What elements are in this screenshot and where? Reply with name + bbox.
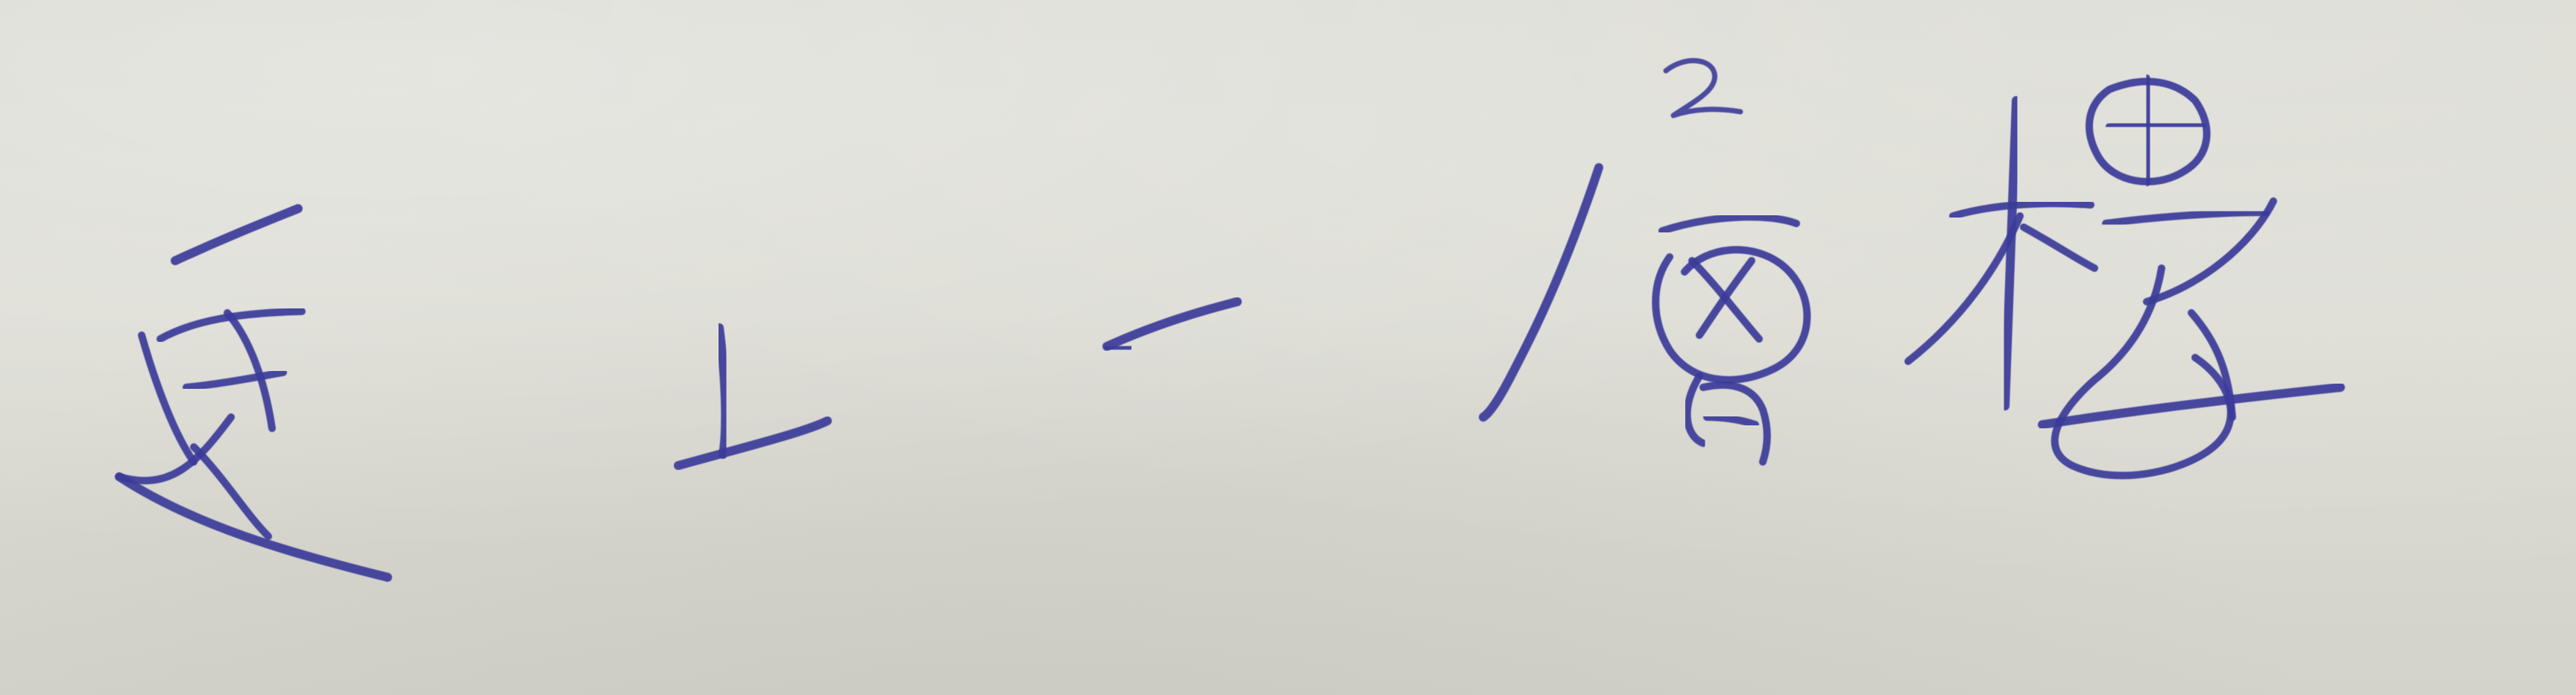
handwritten-char-yi: [1107, 302, 1237, 349]
handwritten-char-shang: [678, 328, 827, 466]
handwritten-char-ceng: [1483, 168, 1807, 462]
handwritten-char-lou: [1908, 78, 2340, 475]
handwritten-char-geng: [119, 209, 388, 577]
handwritten-superscript: [1666, 60, 1740, 115]
